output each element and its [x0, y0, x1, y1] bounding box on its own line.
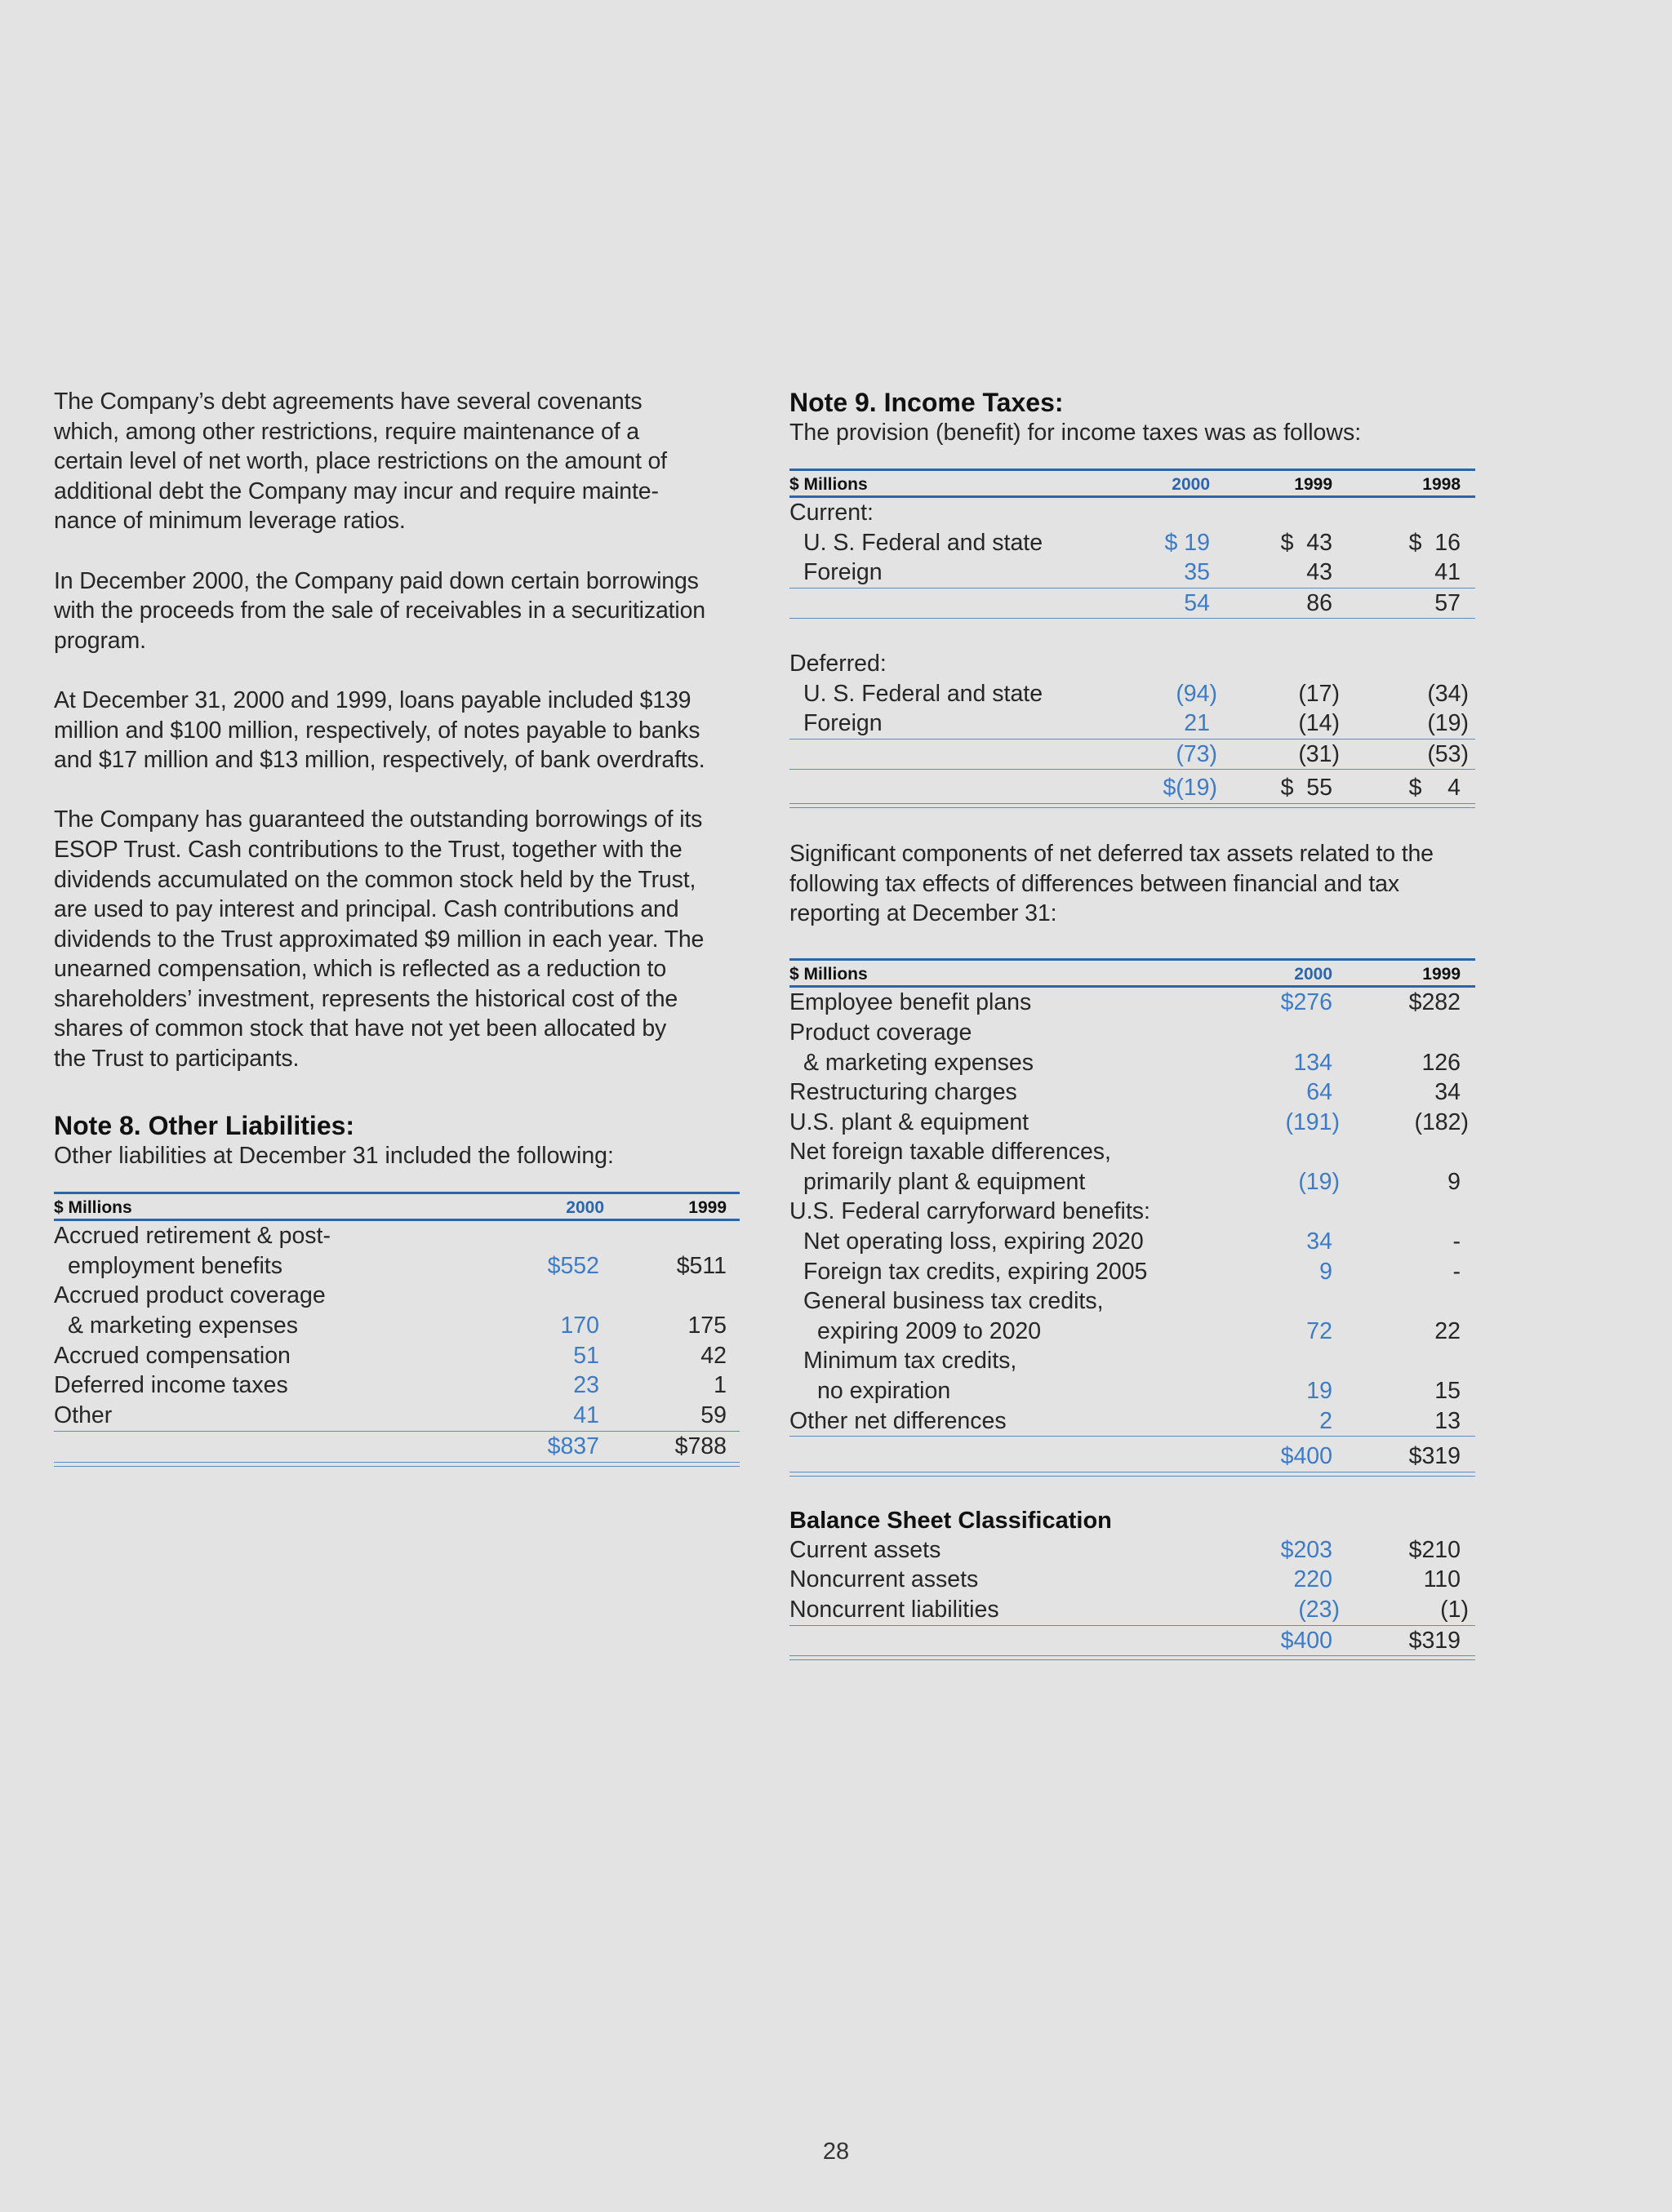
balance-sheet-title: Balance Sheet Classification — [789, 1507, 1112, 1534]
paragraph-line: additional debt the Company may incur and require mainte- — [54, 477, 659, 504]
balance-sheet-table — [789, 1535, 1475, 1660]
row-label: U. S. Federal and state — [803, 680, 1043, 707]
table-body — [789, 1535, 1475, 1625]
value-2000: 35 — [1184, 559, 1210, 586]
value-2000: 2 — [1319, 1407, 1332, 1434]
value-2000: 41 — [573, 1401, 599, 1428]
paragraph-line: ESOP Trust. Cash contributions to the Trust, together with the — [54, 836, 683, 863]
note8-subtitle: Other liabilities at December 31 included the following: — [54, 1143, 614, 1170]
value-1999: (17) — [1298, 680, 1340, 707]
total-row — [54, 1432, 740, 1462]
row-label: Employee benefit plans — [789, 989, 1032, 1016]
header-1999: 1999 — [688, 1198, 727, 1218]
table-row — [789, 1018, 1475, 1048]
table-row — [789, 988, 1475, 1018]
header-2000: 2000 — [566, 1198, 604, 1218]
paragraph-line: reporting at December 31: — [789, 900, 1057, 927]
row-label: Minimum tax credits, — [803, 1348, 1017, 1375]
table-row — [789, 1227, 1475, 1257]
deferred-subtotal-row — [789, 740, 1475, 770]
value-1999: 1 — [714, 1372, 727, 1399]
value-1999: $511 — [676, 1252, 727, 1279]
paragraph-line: shareholders’ investment, represents the historical cost of the — [54, 985, 678, 1012]
note8-title: Note 8. Other Liabilities: — [54, 1111, 355, 1141]
value-2000: 72 — [1306, 1317, 1332, 1344]
value-1999: 9 — [1447, 1168, 1461, 1195]
value-2000: $552 — [547, 1252, 599, 1279]
value-2000: (23) — [1298, 1597, 1340, 1623]
table-body — [54, 1221, 740, 1430]
paragraph-line: nance of minimum leverage ratios. — [54, 508, 406, 535]
table-row — [789, 708, 1475, 739]
paragraph-line: unearned compensation, which is reflected as a reduction to — [54, 956, 667, 983]
components-paragraph — [789, 839, 1475, 929]
table-row — [789, 1167, 1475, 1197]
paragraph-line: million and $100 million, respectively, of notes payable to banks — [54, 717, 700, 744]
rule — [789, 769, 1475, 770]
deferred-label: Deferred: — [789, 650, 887, 677]
row-label: & marketing expenses — [68, 1313, 298, 1339]
header-1999: 1999 — [1422, 965, 1461, 984]
value-2000: $276 — [1280, 989, 1332, 1016]
current-rows — [789, 528, 1475, 588]
header-1999: 1999 — [1294, 475, 1332, 494]
income-tax-table — [789, 469, 1475, 808]
row-label: U.S. Federal carryforward benefits: — [789, 1198, 1150, 1225]
value-1999: 43 — [1306, 559, 1332, 586]
header-label: $ Millions — [789, 965, 868, 984]
paragraph-line: The Company has guaranteed the outstanding borrowings of its — [54, 806, 703, 833]
value-1999: 22 — [1434, 1317, 1461, 1344]
value-2000: 23 — [573, 1372, 599, 1399]
header-2000: 2000 — [1172, 475, 1210, 494]
current-label: Current: — [789, 500, 874, 526]
paragraph-line: certain level of net worth, place restrictions on the amount of — [54, 448, 667, 475]
paragraph-line: program. — [54, 627, 146, 654]
row-label: expiring 2009 to 2020 — [817, 1317, 1042, 1344]
paragraph-line: the Trust to participants. — [54, 1046, 300, 1073]
deferred-rows — [789, 679, 1475, 739]
row-label: Foreign tax credits, expiring 2005 — [803, 1258, 1148, 1285]
row-label: Noncurrent liabilities — [789, 1597, 999, 1623]
table-row — [789, 1565, 1475, 1595]
total-1999: $319 — [1408, 1443, 1461, 1470]
table-header — [54, 1192, 740, 1221]
row-label: primarily plant & equipment — [803, 1168, 1086, 1195]
row-label: & marketing expenses — [803, 1049, 1034, 1076]
total-1999: $788 — [674, 1433, 727, 1460]
value-2000: 21 — [1184, 710, 1210, 737]
current-subtotal-1999: 86 — [1306, 589, 1332, 616]
paragraph — [54, 686, 740, 775]
header-label: $ Millions — [789, 475, 868, 494]
value-1998: (34) — [1427, 680, 1469, 707]
row-label: Net foreign taxable differences, — [789, 1139, 1111, 1166]
table-header — [789, 958, 1475, 988]
paragraph-line: dividends to the Trust approximated $9 million in each year. The — [54, 926, 705, 953]
table-row — [54, 1251, 740, 1281]
table-row — [54, 1281, 740, 1311]
row-label: Accrued product coverage — [54, 1282, 326, 1309]
value-1999: $210 — [1408, 1536, 1461, 1563]
value-2000: 9 — [1319, 1258, 1332, 1285]
current-subtotal-row — [789, 589, 1475, 619]
row-label: Foreign — [803, 710, 883, 737]
value-1999: $ 43 — [1280, 529, 1332, 556]
row-label: Foreign — [803, 559, 883, 586]
row-label: Other net differences — [789, 1407, 1007, 1434]
current-subtotal-1998: 57 — [1434, 589, 1461, 616]
value-1999: 42 — [700, 1342, 727, 1369]
double-rule — [789, 1655, 1475, 1660]
rule — [789, 1436, 1475, 1437]
note9-subtitle: The provision (benefit) for income taxes was as follows: — [789, 420, 1362, 446]
value-1999: (1) — [1440, 1597, 1469, 1623]
row-label: Product coverage — [789, 1019, 972, 1046]
total-row — [789, 773, 1475, 803]
paragraph-line: Significant components of net deferred tax assets related to the — [789, 840, 1434, 867]
value-1998: 41 — [1434, 559, 1461, 586]
table-row — [789, 1048, 1475, 1078]
spacer — [789, 619, 1475, 649]
double-rule — [789, 1472, 1475, 1477]
paragraph-line: with the proceeds from the sale of receivables in a securitization — [54, 597, 706, 624]
row-label: U. S. Federal and state — [803, 529, 1043, 556]
row-label: Current assets — [789, 1536, 941, 1563]
row-label: Deferred income taxes — [54, 1372, 288, 1399]
double-rule — [54, 1462, 740, 1467]
total-row — [789, 1441, 1475, 1472]
paragraph-line: following tax effects of differences between financial and tax — [789, 870, 1399, 897]
value-2000: $ 19 — [1164, 529, 1210, 556]
row-label: Restructuring charges — [789, 1079, 1017, 1106]
left-column — [54, 387, 740, 1467]
value-2000: 170 — [560, 1313, 599, 1339]
value-2000: $203 — [1280, 1536, 1332, 1563]
value-1999: 15 — [1434, 1378, 1461, 1405]
table-row — [789, 1406, 1475, 1437]
row-label: no expiration — [817, 1378, 951, 1405]
value-2000: (19) — [1298, 1168, 1340, 1195]
paragraph-line: At December 31, 2000 and 1999, loans payable included $139 — [54, 686, 691, 713]
table-row — [789, 1108, 1475, 1138]
value-2000: (94) — [1176, 680, 1217, 707]
value-1999: - — [1452, 1258, 1461, 1285]
table-row — [789, 1077, 1475, 1108]
right-column — [789, 387, 1475, 1660]
value-2000: 34 — [1306, 1228, 1332, 1255]
total-2000: $(19) — [1163, 775, 1217, 802]
value-1999: (182) — [1414, 1108, 1469, 1135]
current-subtotal-2000: 54 — [1184, 589, 1210, 616]
value-2000: 64 — [1306, 1079, 1332, 1106]
deferred-subtotal-1998: (53) — [1427, 740, 1469, 767]
paragraph — [54, 805, 740, 1073]
value-2000: 220 — [1293, 1566, 1332, 1593]
double-rule — [789, 803, 1475, 808]
table-row — [789, 1197, 1475, 1227]
left-paragraphs — [54, 387, 740, 1074]
table-header — [789, 469, 1475, 498]
current-label-row — [789, 498, 1475, 528]
table-row — [789, 1286, 1475, 1317]
value-1999: 13 — [1434, 1407, 1461, 1434]
header-2000: 2000 — [1294, 965, 1332, 984]
paragraph — [54, 387, 740, 536]
page-number: 28 — [822, 2139, 850, 2165]
row-label: Net operating loss, expiring 2020 — [803, 1228, 1144, 1255]
total-row — [789, 1626, 1475, 1656]
other-liabilities-table — [54, 1192, 740, 1467]
table-row — [789, 1317, 1475, 1347]
table-row — [789, 1346, 1475, 1376]
row-label: General business tax credits, — [803, 1288, 1104, 1315]
paragraph-line: which, among other restrictions, require maintenance of a — [54, 418, 639, 445]
deferred-subtotal-1999: (31) — [1298, 740, 1340, 767]
value-1999: (14) — [1298, 710, 1340, 737]
value-1998: (19) — [1427, 710, 1469, 737]
value-1999: 110 — [1423, 1566, 1461, 1593]
table-row — [54, 1221, 740, 1251]
paragraph-line: and $17 million and $13 million, respectively, of bank overdrafts. — [54, 747, 705, 774]
header-1998: 1998 — [1422, 475, 1461, 494]
value-1998: $ 16 — [1408, 529, 1461, 556]
row-label: U.S. plant & equipment — [789, 1108, 1029, 1135]
value-1999: - — [1452, 1228, 1461, 1255]
paragraph-line: dividends accumulated on the common stock held by the Trust, — [54, 866, 696, 893]
deferred-subtotal-2000: (73) — [1176, 740, 1217, 767]
value-2000: 134 — [1293, 1049, 1332, 1076]
table-row — [789, 1137, 1475, 1167]
note9-title: Note 9. Income Taxes: — [789, 388, 1064, 417]
table-row — [54, 1341, 740, 1371]
total-2000: $837 — [547, 1433, 599, 1460]
total-1998: $ 4 — [1408, 775, 1461, 802]
value-2000: 51 — [573, 1342, 599, 1369]
row-label: Noncurrent assets — [789, 1566, 979, 1593]
table-row — [789, 1535, 1475, 1566]
table-row — [789, 528, 1475, 558]
value-2000: (191) — [1285, 1108, 1340, 1135]
table-body — [789, 988, 1475, 1436]
row-label: Other — [54, 1401, 113, 1428]
table-row — [789, 1595, 1475, 1625]
total-2000: $400 — [1280, 1627, 1332, 1654]
table-row — [54, 1311, 740, 1341]
table-row — [789, 679, 1475, 709]
total-2000: $400 — [1280, 1443, 1332, 1470]
total-1999: $ 55 — [1280, 775, 1332, 802]
table-row — [789, 1376, 1475, 1406]
deferred-label-row — [789, 649, 1475, 679]
paragraph-line: The Company’s debt agreements have several covenants — [54, 389, 643, 415]
header-label: $ Millions — [54, 1198, 132, 1218]
table-row — [54, 1401, 740, 1431]
value-1999: 126 — [1421, 1049, 1461, 1076]
deferred-tax-components-table — [789, 958, 1475, 1477]
table-row — [789, 1257, 1475, 1287]
row-label: employment benefits — [68, 1252, 282, 1279]
value-1999: 34 — [1434, 1079, 1461, 1106]
row-label: Accrued retirement & post- — [54, 1223, 331, 1250]
table-row — [789, 557, 1475, 588]
value-2000: 19 — [1306, 1378, 1332, 1405]
value-1999: $282 — [1408, 989, 1461, 1016]
paragraph-line: shares of common stock that have not yet been allocated by — [54, 1015, 667, 1042]
row-label: Accrued compensation — [54, 1342, 291, 1369]
value-1999: 59 — [700, 1401, 727, 1428]
paragraph-line: are used to pay interest and principal. Cash contributions and — [54, 896, 679, 923]
total-1999: $319 — [1408, 1627, 1461, 1654]
paragraph — [54, 566, 740, 656]
value-1999: 175 — [687, 1313, 727, 1339]
table-row — [54, 1370, 740, 1401]
paragraph-line: In December 2000, the Company paid down certain borrowings — [54, 567, 699, 594]
